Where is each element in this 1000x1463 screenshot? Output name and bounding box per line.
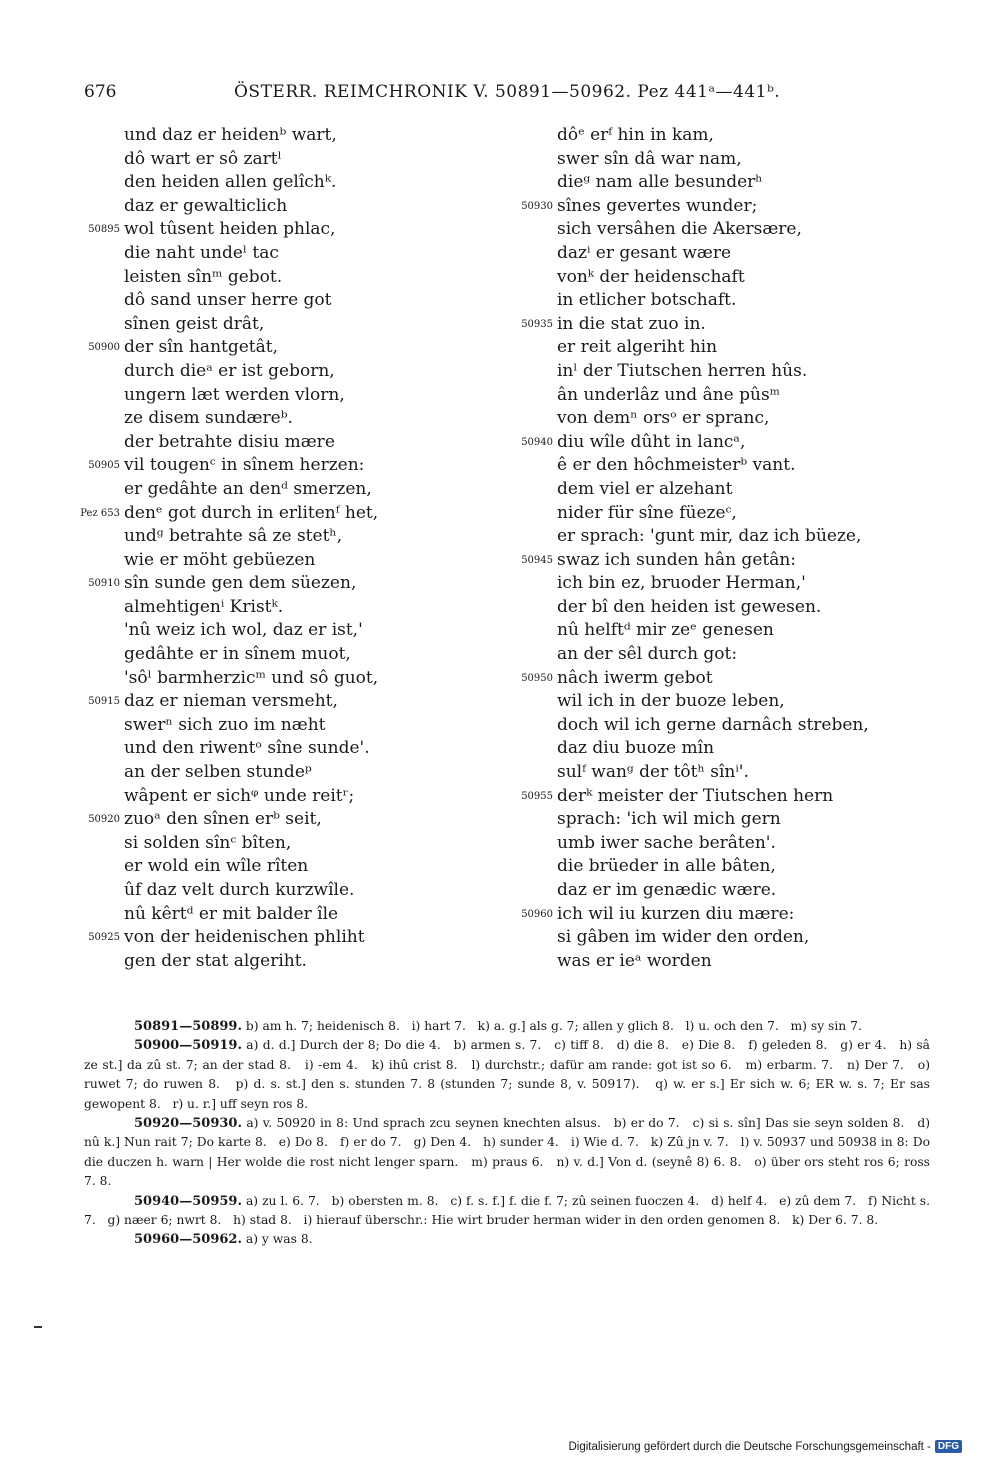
verse-line: [521, 313, 937, 337]
verse-text: dem viel er alzehant: [557, 478, 733, 499]
verse-line: [124, 242, 504, 266]
verse-line: [557, 525, 937, 549]
verse-text: gedâhte er in sînem muot,: [124, 644, 351, 665]
dfg-logo: DFG: [935, 1440, 962, 1453]
verse-text: denᵉ got durch in erlitenᶠ het,: [124, 502, 379, 523]
left-verse-column: [80, 124, 504, 973]
right-verse-column: [521, 124, 937, 973]
verse-line: [88, 454, 504, 478]
verse-line: [124, 950, 504, 974]
verse-line: [124, 714, 504, 738]
apparatus-entry: [84, 1114, 934, 1192]
verse-line: [557, 714, 937, 738]
verse-line: [124, 737, 504, 761]
verse-line: [557, 879, 937, 903]
verse-text: wâpent er sichᵠ unde reitʳ;: [124, 785, 355, 806]
verse-line: [124, 785, 504, 809]
verse-text: sulᶠ wanᵍ der tôtʰ sînⁱ'.: [557, 762, 749, 783]
verse-text: wie er möht gebüezen: [124, 549, 316, 570]
verse-line: [557, 737, 937, 761]
apparatus-notes: a) zu l. 6. 7. b) obersten m. 8. c) f. s. f.] f. die f. 7; zû seinen fuoczen 4. d) helf 4. e) zû dem 7. f) Nicht s. 7. g) næer 6; nwrt 8. h) stad 8. i) hierauf überschr.: Hie wirt bruder herman wider in den orden genomen 8. k) Der 6. 7. 8.: [84, 1193, 934, 1228]
apparatus-entry: [84, 1036, 934, 1114]
apparatus-entry: [84, 1230, 930, 1249]
verse-line: [557, 761, 937, 785]
verse-line: [124, 643, 504, 667]
verse-line: [124, 384, 504, 408]
verse-line: [557, 832, 937, 856]
verse-line: [557, 336, 937, 360]
verse-text: swerⁿ sich zuo im næht: [124, 714, 326, 735]
verse-text: von der heidenischen phliht: [124, 927, 365, 948]
verse-text: die naht undeˡ tac: [124, 242, 279, 263]
line-number: 50910: [88, 578, 120, 590]
verse-text: leisten sînᵐ gebot.: [124, 266, 283, 287]
line-number: 50945: [521, 554, 553, 566]
verse-text: sîn sunde gen dem süezen,: [124, 573, 357, 594]
verse-text: daz er nieman versmeht,: [124, 691, 338, 712]
verse-line: [557, 407, 937, 431]
verse-text: zuoᵃ den sînen erᵇ seit,: [124, 809, 322, 830]
verse-line: [124, 478, 504, 502]
verse-text: dô wart er sô zartˡ: [124, 148, 282, 169]
line-number: 50905: [88, 460, 120, 472]
verse-text: swaz ich sunden hân getân:: [557, 549, 797, 570]
verse-line: [124, 525, 504, 549]
verse-line: [124, 124, 504, 148]
verse-text: undᵍ betrahte sâ ze stetʰ,: [124, 526, 343, 547]
verse-line: [557, 950, 937, 974]
line-number: 50895: [88, 224, 120, 236]
line-number: 50940: [521, 436, 553, 448]
apparatus-entry: [84, 1017, 930, 1036]
verse-text: den heiden allen gelîchᵏ.: [124, 172, 337, 193]
verse-line: [521, 785, 937, 809]
verse-line: [557, 808, 937, 832]
verse-line: [124, 619, 504, 643]
verse-text: an der selben stundeᵖ: [124, 762, 312, 783]
verse-line: [521, 549, 937, 573]
verse-line: [124, 667, 504, 691]
verse-line: [557, 266, 937, 290]
verse-text: nider für sîne füezeᶜ,: [557, 502, 737, 523]
footer-text: Digitalisierung gefördert durch die Deutsche Forschungsgemeinschaft -: [568, 1440, 931, 1453]
line-number: Pez 653: [80, 507, 120, 519]
page-number: 676: [84, 82, 117, 102]
verse-line: [521, 667, 937, 691]
verse-line: [557, 619, 937, 643]
verse-text: dôᵉ erᶠ hin in kam,: [557, 125, 714, 145]
verse-text: der bî den heiden ist gewesen.: [557, 596, 822, 617]
critical-apparatus: [84, 1017, 934, 1250]
verse-text: ungern læt werden vlorn,: [124, 384, 345, 405]
apparatus-notes: a) v. 50920 in 8: Und sprach zcu seynen knechten alsus. b) er do 7. c) si s. sîn] Das sie seyn solden 8. d) nû k.] Nun rait 7; Do karte 8. e) Do 8. f) er do 7. g) Den 4. h) sunder 4. i) Wie d. 7. k) Zû jn v. 7. l) v. 50937 und 50938 in 8: Do die duczen h. warn | Her wolde die rost nicht lenger sparn. m) praus 6. n) v. d.] Von d. (seynê 8) 6. 8. o) über ors steht ros 6; ross 7. 8.: [84, 1116, 934, 1189]
verse-line: [124, 195, 504, 219]
verse-line: [557, 478, 937, 502]
verse-text: swer sîn dâ war nam,: [557, 148, 742, 169]
verse-text: der sîn hantgetât,: [124, 337, 278, 358]
verse-text: inˡ der Tiutschen herren hûs.: [557, 360, 808, 381]
verse-line: [557, 124, 937, 148]
verse-line: [557, 690, 937, 714]
verse-line: [124, 879, 504, 903]
line-number: 50925: [88, 932, 120, 944]
verse-line: [124, 832, 504, 856]
verse-line: [557, 360, 937, 384]
verse-text: an der sêl durch got:: [557, 644, 738, 665]
verse-line: [88, 336, 504, 360]
verse-line: [124, 549, 504, 573]
verse-line: [124, 596, 504, 620]
verse-line: [557, 384, 937, 408]
verse-line: [124, 171, 504, 195]
verse-text: nâch iwerm gebot: [557, 667, 713, 688]
verse-line: [557, 855, 937, 879]
verse-text: sînes gevertes wunder;: [557, 195, 758, 216]
verse-line: [124, 313, 504, 337]
verse-text: daz diu buoze mîn: [557, 738, 715, 759]
verse-text: er gedâhte an denᵈ smerzen,: [124, 478, 372, 499]
verse-text: vonᵏ der heidenschaft: [557, 266, 745, 287]
apparatus-verse-range: 50900—50919.: [134, 1038, 242, 1054]
line-number: 50915: [88, 696, 120, 708]
verse-text: diu wîle dûht in lancᵃ,: [557, 431, 746, 452]
verse-text: nû helftᵈ mir zeᵉ genesen: [557, 620, 774, 641]
line-number: 50930: [521, 200, 553, 212]
verse-text: doch wil ich gerne darnâch streben,: [557, 714, 869, 735]
verse-text: dô sand unser herre got: [124, 290, 332, 311]
verse-line: [557, 171, 937, 195]
verse-line: [124, 407, 504, 431]
line-number: 50960: [521, 908, 553, 920]
verse-line: [88, 690, 504, 714]
apparatus-verse-range: 50960—50962.: [134, 1232, 242, 1248]
verse-line: [557, 502, 937, 526]
apparatus-notes: a) y was 8.: [241, 1232, 313, 1247]
verse-text: 'nû weiz ich wol, daz er ist,': [124, 620, 363, 641]
apparatus-entry: [84, 1192, 934, 1231]
apparatus-verse-range: 50920—50930.: [134, 1116, 242, 1132]
verse-line: [88, 926, 504, 950]
line-number: 50920: [88, 814, 120, 826]
verse-line: [557, 289, 937, 313]
verse-line: [124, 855, 504, 879]
funding-footer: [568, 1440, 962, 1453]
verse-text: si gâben im wider den orden,: [557, 927, 810, 948]
verse-line: [521, 903, 937, 927]
verse-text: ê er den hôchmeisterᵇ vant.: [557, 455, 796, 476]
verse-line: [557, 242, 937, 266]
verse-text: dazⁱ er gesant wære: [557, 242, 732, 263]
verse-line: [557, 454, 937, 478]
verse-text: gen der stat algeriht.: [124, 950, 307, 971]
verse-text: ich bin ez, bruoder Herman,': [557, 573, 806, 594]
apparatus-notes: b) am h. 7; heidenisch 8. i) hart 7. k) a. g.] als g. 7; allen y glich 8. l) u. och den 7. m) sy sin 7.: [241, 1019, 862, 1033]
verse-line: [88, 218, 504, 242]
margin-mark: [34, 1326, 42, 1328]
verse-text: ân underlâz und âne pûsᵐ: [557, 384, 781, 405]
verse-text: in etlicher botschaft.: [557, 290, 737, 311]
verse-text: si solden sînᶜ bîten,: [124, 832, 292, 853]
verse-line: [557, 926, 937, 950]
verse-text: derᵏ meister der Tiutschen hern: [557, 785, 834, 806]
verse-text: er sprach: 'gunt mir, daz ich büeze,: [557, 526, 862, 547]
verse-text: und den riwentᵒ sîne sunde'.: [124, 738, 370, 759]
verse-text: sich versâhen die Akersære,: [557, 219, 802, 240]
verse-text: daz er gewalticlich: [124, 195, 288, 216]
verse-line: [124, 148, 504, 172]
verse-text: er reit algeriht hin: [557, 337, 718, 358]
verse-text: durch dieᵃ er ist geborn,: [124, 360, 335, 381]
verse-text: ich wil iu kurzen diu mære:: [557, 903, 795, 924]
verse-line: [521, 195, 937, 219]
verse-line: [557, 643, 937, 667]
verse-text: ûf daz velt durch kurzwîle.: [124, 880, 355, 900]
verse-text: er wold ein wîle rîten: [124, 856, 309, 877]
verse-text: der betrahte disiu mære: [124, 431, 335, 452]
apparatus-verse-range: 50940—50959.: [134, 1193, 242, 1209]
verse-line: [124, 360, 504, 384]
line-number: 50955: [521, 790, 553, 802]
verse-line: [88, 808, 504, 832]
verse-text: was er ieᵃ worden: [557, 950, 712, 971]
verse-text: sprach: 'ich wil mich gern: [557, 809, 781, 830]
line-number: 50950: [521, 672, 553, 684]
apparatus-notes: a) d. d.] Durch der 8; Do die 4. b) armen s. 7. c) tiff 8. d) die 8. e) Die 8. f) geleden 8. g) er 4. h) sâ ze st.] da zû st. 7; an der stad 8. i) -em 4. k) ihû crist 8. l) durchstr.; dafür am rande: got ist so 6. m) erbarm. 7. n) Der 7. o) ruwet 7; do ruwen 8. p) d. s. st.] den s. stunden 7. 8 (stunden 7; sunde 8, v. 50917). q) w. er s.] Er sich w. 6; ER w. s. 7; Er sas gewopent 8. r) u. r.] uff seyn ros 8.: [84, 1038, 934, 1111]
verse-text: wol tûsent heiden phlac,: [124, 219, 336, 240]
verse-text: daz er im genædic wære.: [557, 880, 777, 900]
verse-text: in die stat zuo in.: [557, 313, 706, 334]
verse-line: [557, 148, 937, 172]
verse-text: und daz er heidenᵇ wart,: [124, 125, 337, 145]
line-number: 50935: [521, 318, 553, 330]
verse-line: [124, 761, 504, 785]
apparatus-verse-range: 50891—50899.: [134, 1019, 242, 1034]
verse-line: [557, 572, 937, 596]
verse-text: 'sôˡ barmherzicᵐ und sô guot,: [124, 667, 379, 688]
verse-line: [124, 903, 504, 927]
verse-line: [124, 289, 504, 313]
verse-text: dieᵍ nam alle besunderʰ: [557, 172, 763, 193]
verse-text: die brüeder in alle bâten,: [557, 856, 776, 877]
verse-text: almehtigenⁱ Kristᵏ.: [124, 596, 284, 617]
verse-text: ze disem sundæreᵇ.: [124, 408, 293, 429]
verse-line: [557, 218, 937, 242]
verse-text: von demⁿ orsᵒ er spranc,: [557, 408, 770, 429]
verse-text: umb iwer sache berâten'.: [557, 832, 776, 853]
verse-line: [557, 596, 937, 620]
verse-line: [88, 572, 504, 596]
verse-line: [124, 431, 504, 455]
verse-text: sînen geist drât,: [124, 313, 265, 334]
verse-text: nû kêrtᵈ er mit balder île: [124, 903, 339, 924]
verse-text: wil ich in der buoze leben,: [557, 691, 785, 712]
running-title: ÖSTERR. REIMCHRONIK V. 50891—50962. Pez 441ᵃ—441ᵇ.: [234, 82, 781, 102]
verse-line: [124, 266, 504, 290]
verse-text: vil tougenᶜ in sînem herzen:: [124, 455, 365, 476]
verse-line: [80, 502, 504, 526]
verse-line: [521, 431, 937, 455]
line-number: 50900: [88, 342, 120, 354]
